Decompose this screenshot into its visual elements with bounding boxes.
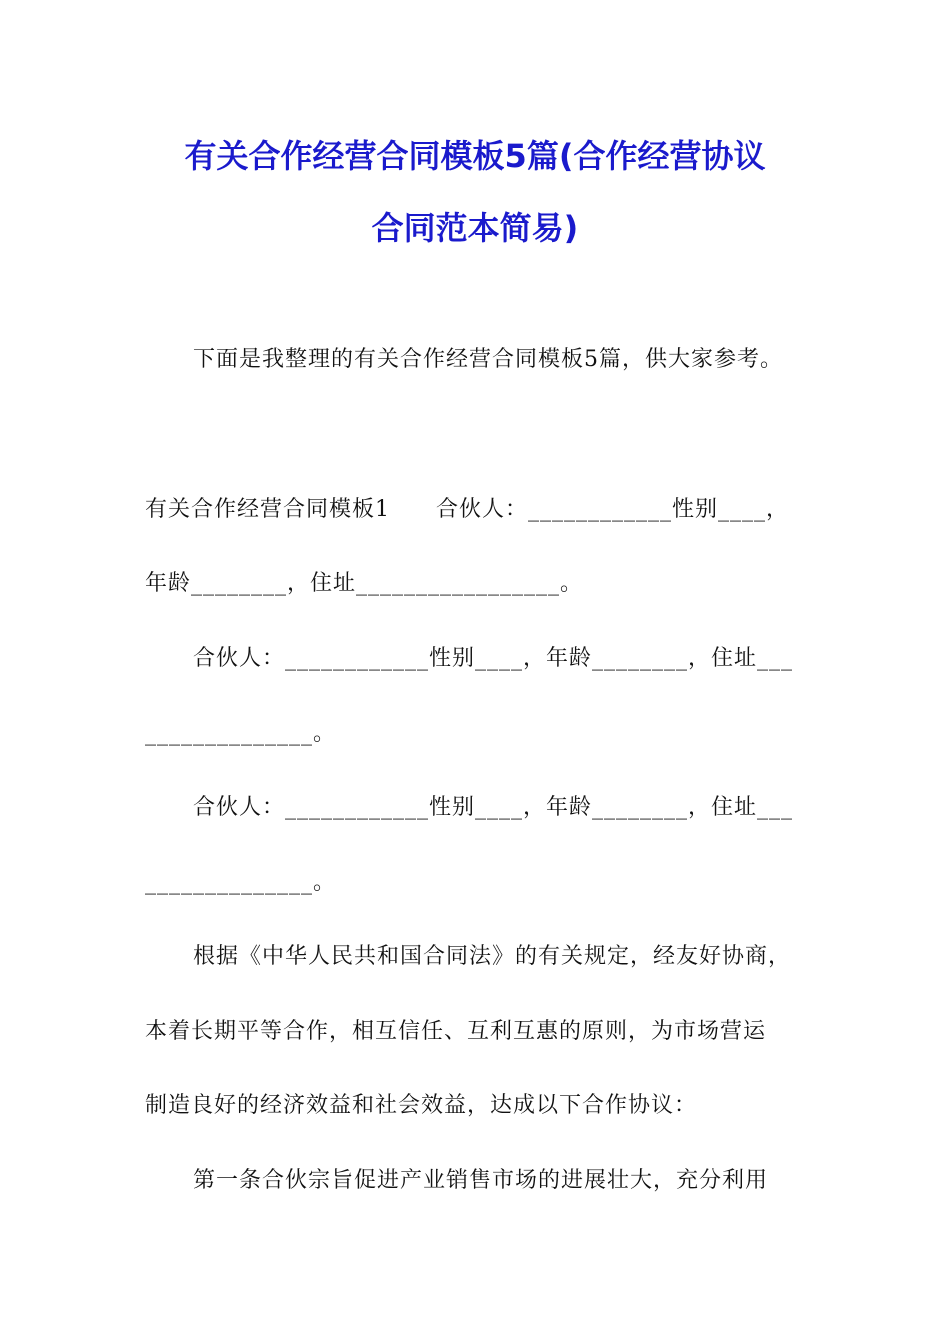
intro-paragraph: 下面是我整理的有关合作经营合同模板5篇，供大家参考。 — [193, 347, 783, 372]
partner-2-line-2: ______________。 — [145, 721, 337, 746]
article-1-line-1: 第一条合伙宗旨促进产业销售市场的进展壮大，充分利用 — [193, 1168, 769, 1193]
template-1-partner-1-line-2: 年龄________，住址_________________。 — [145, 571, 584, 596]
document-title-line-1: 有关合作经营合同模板5篇(合作经营协议 — [184, 137, 766, 175]
template-1-partner-1-line-1: 有关合作经营合同模板1 合伙人：____________性别____， — [145, 497, 789, 522]
document-title-line-2: 合同范本简易) — [371, 209, 579, 247]
agreement-preamble-line-3: 制造良好的经济效益和社会效益，达成以下合作协议： — [145, 1093, 698, 1118]
partner-3-line-1: 合伙人：____________性别____，年龄________，住址___ — [193, 795, 794, 820]
partner-3-line-2: ______________。 — [145, 870, 337, 895]
partner-2-line-1: 合伙人：____________性别____，年龄________，住址___ — [193, 646, 794, 671]
agreement-preamble-line-1: 根据《中华人民共和国合同法》的有关规定，经友好协商， — [193, 944, 792, 969]
agreement-preamble-line-2: 本着长期平等合作，相互信任、互利互惠的原则，为市场营运 — [145, 1019, 767, 1044]
